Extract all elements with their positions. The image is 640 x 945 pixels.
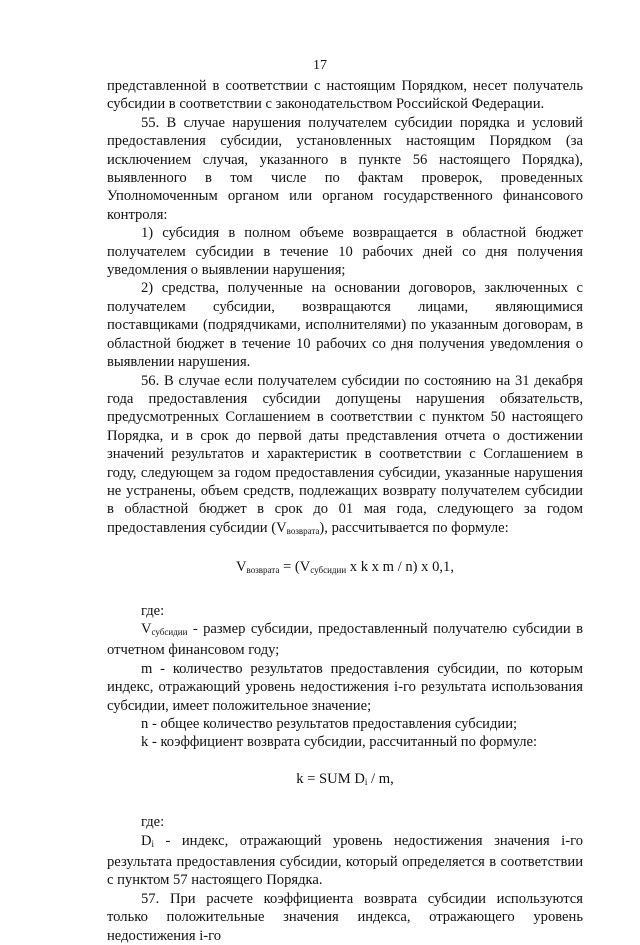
page-number: 17	[313, 58, 327, 73]
formula-k-left: k = SUM D	[296, 770, 365, 787]
paragraph-55: 55. В случае нарушения получателем субсидии порядка и условий предоставления субсидии, установленных настоящим Порядком (за исключением случая, указанного в пункте 56 настоящего Порядка), выявленного в том числе по фактам проверок, проведенных Уполномоченным органом или органом государственного финансового контроля:	[107, 114, 583, 223]
paragraph-56	[107, 372, 583, 541]
definition-n: n - общее количество результатов предоставления субсидии;	[141, 716, 518, 732]
definition-k: k - коэффициент возврата субсидии, рассчитанный по формуле:	[141, 734, 538, 751]
where-label-1: где:	[141, 602, 165, 619]
formula-middle: = (V	[279, 559, 311, 576]
formula-k	[107, 770, 583, 791]
formula-v-symbol: V	[236, 559, 247, 576]
definition-v-subsidy	[107, 620, 583, 660]
formula-v-subscript: возврата	[246, 565, 280, 576]
definition-d-symbol: D	[141, 832, 152, 849]
definition-v-subscript: субсидии	[151, 626, 188, 637]
paragraph-55-item-1: 1) субсидия в полном объеме возвращается в областной бюджет получателем субсидии в течение 10 рабочих дней со дня получения уведомления о выявлении нарушения;	[107, 225, 583, 279]
formula-rest: x k x m / n) x 0,1,	[346, 559, 454, 576]
paragraph-56-end: ), рассчитывается по формуле:	[319, 519, 509, 536]
formula-k-subscript: i	[364, 776, 368, 787]
paragraph-57: 57. При расчете коэффициента возврата субсидии используются только положительные значения индекса, отражающего уровень недостижения i-го	[107, 890, 583, 944]
definition-d-subscript: i	[151, 838, 155, 849]
definition-v-text: - размер субсидии, предоставленный получателю субсидии в отчетном финансовом году;	[107, 620, 583, 659]
definition-m: m - количество результатов предоставления субсидии, по которым индекс, отражающий уровень недостижения i-го результата использования субсидии, имеет положительное значение;	[107, 660, 583, 714]
formula-v-return	[107, 558, 583, 579]
paragraph-intro: представленной в соответствии с настоящим Порядком, несет получатель субсидии в соответствии с законодательством Российской Федерации.	[107, 78, 583, 113]
paragraph-55-item-2: 2) средства, полученные на основании договоров, заключенных с получателем субсидии, возвращаются лицами, являющимися поставщиками (подрядчиками, исполнителями) по указанным договорам, в областной бюджет в течение 10 рабочих со дня получения уведомления о выявлении нарушения.	[107, 280, 583, 371]
paragraph-56-subscript: возврата	[286, 525, 320, 536]
formula-k-right: / m,	[367, 770, 394, 787]
definition-v-symbol: V	[141, 620, 152, 637]
document-body	[107, 77, 583, 945]
formula-subsidy-subscript: субсидии	[310, 565, 347, 576]
definition-d	[107, 832, 583, 890]
where-label-2: где:	[141, 814, 165, 831]
definition-d-text: - индекс, отражающий уровень недостижения значения i-го результата предоставления субсидии, который определяется в соответствии с пунктом 57 настоящего Порядка.	[107, 832, 583, 889]
paragraph-56-text: 56. В случае если получателем субсидии по состоянию на 31 декабря года предоставления субсидии допущены нарушения обязательств, предусмотренных Соглашением в соответствии с пунктом 50 настоящего Порядка, и в срок до первой даты представления отчета о достижении значений результатов и характеристик в соответствии с Соглашением в году, следующем за годом предоставления субсидии, указанные нарушения не устранены, объем средств, подлежащих возврату получателем субсидии в областной бюджет в срок до 01 мая года, следующего за годом предоставления субсидии (V	[107, 372, 583, 536]
